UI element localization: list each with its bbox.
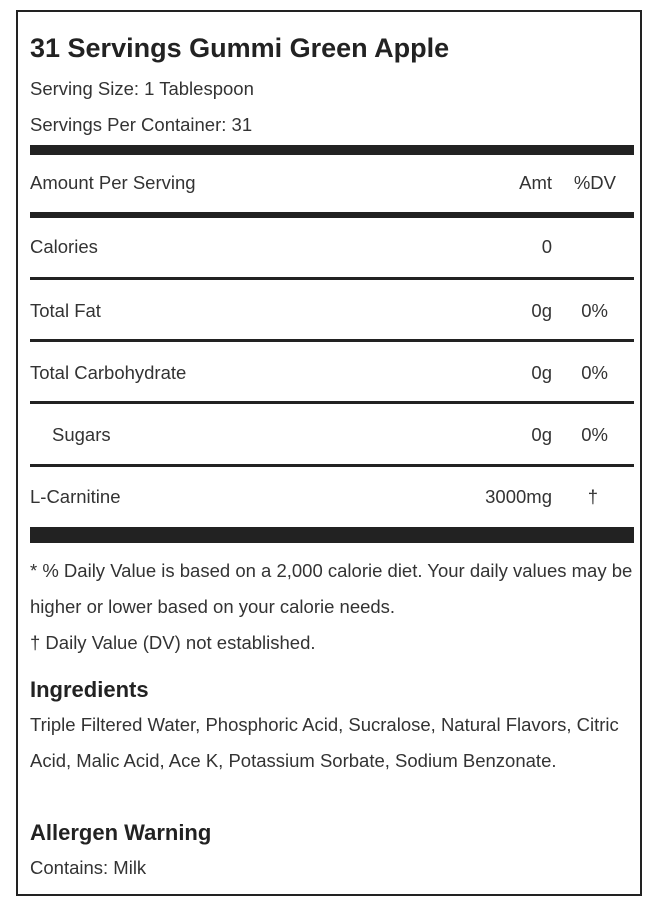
row-divider bbox=[30, 464, 634, 467]
nutrient-name: Sugars bbox=[52, 424, 111, 445]
nutrient-amount: 3000mg bbox=[485, 486, 552, 507]
nutrient-name: Calories bbox=[30, 236, 98, 257]
nutrient-name: Total Fat bbox=[30, 300, 101, 321]
nutrient-amount: 0g bbox=[531, 300, 552, 321]
row-divider bbox=[30, 339, 634, 342]
nutrient-amount: 0g bbox=[531, 424, 552, 445]
allergen-text: Contains: Milk bbox=[30, 857, 147, 878]
serving-size: Serving Size: 1 Tablespoon bbox=[30, 78, 254, 99]
nutrient-dv: 0% bbox=[581, 362, 608, 383]
header-divider bbox=[30, 212, 634, 218]
ingredients-text: Triple Filtered Water, Phosphoric Acid, Sucralose, Natural Flavors, Citric Acid, Malic Acid, Ace K, Potassium Sorbate, Sodium Benzonate. bbox=[30, 714, 619, 771]
nutrient-amount: 0g bbox=[531, 362, 552, 383]
amount-per-serving-label: Amount Per Serving bbox=[30, 172, 196, 193]
row-divider bbox=[30, 277, 634, 280]
top-thick-bar bbox=[30, 145, 634, 155]
row-divider bbox=[30, 401, 634, 404]
nutrient-dv: † bbox=[587, 486, 598, 507]
amt-column-header: Amt bbox=[519, 172, 552, 193]
ingredients-heading: Ingredients bbox=[30, 677, 149, 702]
dv-column-header: %DV bbox=[573, 172, 616, 193]
servings-per-container: Servings Per Container: 31 bbox=[30, 114, 253, 135]
product-title: 31 Servings Gummi Green Apple bbox=[30, 33, 450, 63]
dv-not-established-footnote: † Daily Value (DV) not established. bbox=[30, 632, 316, 653]
allergen-heading: Allergen Warning bbox=[30, 820, 212, 845]
nutrient-name: L-Carnitine bbox=[30, 486, 121, 507]
bottom-thick-bar bbox=[30, 527, 634, 543]
nutrient-amount: 0 bbox=[541, 236, 552, 257]
nutrient-dv: 0% bbox=[581, 300, 608, 321]
daily-value-footnote: * % Daily Value is based on a 2,000 calorie diet. Your daily values may be higher or lower based on your calorie needs. bbox=[30, 560, 633, 617]
nutrient-dv: 0% bbox=[581, 424, 608, 445]
nutrient-name: Total Carbohydrate bbox=[30, 362, 187, 383]
supplement-facts-label bbox=[16, 10, 642, 896]
